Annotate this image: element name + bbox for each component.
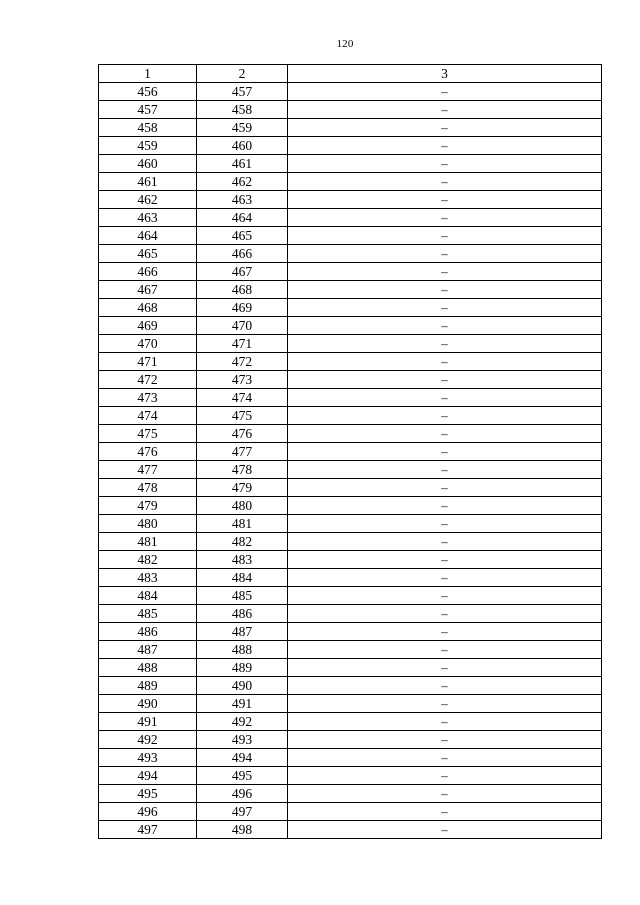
table-cell-col-3: – bbox=[288, 245, 602, 263]
table-cell-col-3: – bbox=[288, 713, 602, 731]
table-row bbox=[99, 767, 602, 785]
table-cell-col-2: 478 bbox=[197, 461, 288, 479]
table-cell-col-3: – bbox=[288, 677, 602, 695]
table-row bbox=[99, 299, 602, 317]
table-cell-col-1: 467 bbox=[99, 281, 197, 299]
table-cell-col-3: – bbox=[288, 749, 602, 767]
table-cell-col-3: – bbox=[288, 551, 602, 569]
table-cell-col-1: 457 bbox=[99, 101, 197, 119]
table-cell-col-3: – bbox=[288, 821, 602, 839]
table-row bbox=[99, 533, 602, 551]
table-cell-col-1: 481 bbox=[99, 533, 197, 551]
table-cell-col-1: 460 bbox=[99, 155, 197, 173]
table-cell-col-2: 481 bbox=[197, 515, 288, 533]
table-cell-col-1: 479 bbox=[99, 497, 197, 515]
table-row bbox=[99, 209, 602, 227]
table-row bbox=[99, 227, 602, 245]
table-cell-col-3: – bbox=[288, 263, 602, 281]
table-cell-col-3: – bbox=[288, 515, 602, 533]
table-cell-col-1: 459 bbox=[99, 137, 197, 155]
table-cell-col-3: – bbox=[288, 695, 602, 713]
table-row bbox=[99, 749, 602, 767]
table-row bbox=[99, 497, 602, 515]
table-row bbox=[99, 479, 602, 497]
table-cell-col-3: – bbox=[288, 569, 602, 587]
table-cell-col-1: 480 bbox=[99, 515, 197, 533]
table-cell-col-2: 476 bbox=[197, 425, 288, 443]
table-cell-col-1: 470 bbox=[99, 335, 197, 353]
table-cell-col-3: – bbox=[288, 281, 602, 299]
table-cell-col-1: 486 bbox=[99, 623, 197, 641]
table-cell-col-3: – bbox=[288, 191, 602, 209]
table-cell-col-2: 496 bbox=[197, 785, 288, 803]
table-cell-col-3: – bbox=[288, 83, 602, 101]
table-row bbox=[99, 587, 602, 605]
table-cell-col-1: 478 bbox=[99, 479, 197, 497]
table-cell-col-3: – bbox=[288, 767, 602, 785]
table-cell-col-3: – bbox=[288, 299, 602, 317]
table-row bbox=[99, 515, 602, 533]
table-cell-col-1: 495 bbox=[99, 785, 197, 803]
table-cell-col-2: 483 bbox=[197, 551, 288, 569]
table-body bbox=[99, 83, 602, 839]
table-cell-col-3: – bbox=[288, 803, 602, 821]
table-row bbox=[99, 191, 602, 209]
table-cell-col-2: 494 bbox=[197, 749, 288, 767]
table-cell-col-2: 488 bbox=[197, 641, 288, 659]
table-cell-col-1: 472 bbox=[99, 371, 197, 389]
table-cell-col-3: – bbox=[288, 353, 602, 371]
table-cell-col-2: 467 bbox=[197, 263, 288, 281]
table-cell-col-3: – bbox=[288, 317, 602, 335]
table-cell-col-3: – bbox=[288, 101, 602, 119]
table-cell-col-2: 495 bbox=[197, 767, 288, 785]
table-row bbox=[99, 569, 602, 587]
table-row bbox=[99, 677, 602, 695]
table-cell-col-3: – bbox=[288, 209, 602, 227]
data-table bbox=[98, 64, 602, 839]
table-row bbox=[99, 83, 602, 101]
table-row bbox=[99, 263, 602, 281]
table-cell-col-2: 491 bbox=[197, 695, 288, 713]
table-cell-col-3: – bbox=[288, 119, 602, 137]
table-cell-col-2: 471 bbox=[197, 335, 288, 353]
table-row bbox=[99, 281, 602, 299]
table-cell-col-2: 474 bbox=[197, 389, 288, 407]
table-row bbox=[99, 785, 602, 803]
table-cell-col-1: 458 bbox=[99, 119, 197, 137]
table-cell-col-1: 493 bbox=[99, 749, 197, 767]
table-cell-col-2: 472 bbox=[197, 353, 288, 371]
table-cell-col-1: 489 bbox=[99, 677, 197, 695]
table-cell-col-1: 463 bbox=[99, 209, 197, 227]
table-cell-col-2: 460 bbox=[197, 137, 288, 155]
table-cell-col-3: – bbox=[288, 155, 602, 173]
table-cell-col-2: 470 bbox=[197, 317, 288, 335]
table-cell-col-2: 463 bbox=[197, 191, 288, 209]
table-cell-col-2: 497 bbox=[197, 803, 288, 821]
table-cell-col-2: 484 bbox=[197, 569, 288, 587]
table-cell-col-2: 475 bbox=[197, 407, 288, 425]
table-cell-col-1: 485 bbox=[99, 605, 197, 623]
table-cell-col-2: 465 bbox=[197, 227, 288, 245]
table-cell-col-3: – bbox=[288, 227, 602, 245]
table-row bbox=[99, 461, 602, 479]
table-cell-col-1: 482 bbox=[99, 551, 197, 569]
table-row bbox=[99, 425, 602, 443]
table-cell-col-3: – bbox=[288, 641, 602, 659]
table-cell-col-1: 484 bbox=[99, 587, 197, 605]
table-cell-col-2: 485 bbox=[197, 587, 288, 605]
table-cell-col-2: 462 bbox=[197, 173, 288, 191]
table-cell-col-3: – bbox=[288, 443, 602, 461]
table-row bbox=[99, 713, 602, 731]
table-cell-col-2: 468 bbox=[197, 281, 288, 299]
table-cell-col-3: – bbox=[288, 389, 602, 407]
table-cell-col-1: 488 bbox=[99, 659, 197, 677]
table-cell-col-1: 473 bbox=[99, 389, 197, 407]
table-cell-col-2: 477 bbox=[197, 443, 288, 461]
table-cell-col-3: – bbox=[288, 137, 602, 155]
table-cell-col-1: 474 bbox=[99, 407, 197, 425]
table-cell-col-1: 497 bbox=[99, 821, 197, 839]
table-cell-col-2: 482 bbox=[197, 533, 288, 551]
table-cell-col-1: 461 bbox=[99, 173, 197, 191]
table-row bbox=[99, 137, 602, 155]
column-header-1: 1 bbox=[99, 65, 197, 83]
table-cell-col-2: 480 bbox=[197, 497, 288, 515]
table-cell-col-1: 464 bbox=[99, 227, 197, 245]
table-cell-col-1: 468 bbox=[99, 299, 197, 317]
table-cell-col-2: 464 bbox=[197, 209, 288, 227]
table-cell-col-1: 462 bbox=[99, 191, 197, 209]
table-row bbox=[99, 407, 602, 425]
table-row bbox=[99, 155, 602, 173]
table-cell-col-3: – bbox=[288, 533, 602, 551]
table-cell-col-3: – bbox=[288, 371, 602, 389]
table-cell-col-3: – bbox=[288, 461, 602, 479]
table-row bbox=[99, 443, 602, 461]
table-cell-col-2: 469 bbox=[197, 299, 288, 317]
table-cell-col-2: 492 bbox=[197, 713, 288, 731]
table-row bbox=[99, 623, 602, 641]
table-row bbox=[99, 821, 602, 839]
table-cell-col-2: 461 bbox=[197, 155, 288, 173]
table-cell-col-1: 491 bbox=[99, 713, 197, 731]
table-cell-col-1: 456 bbox=[99, 83, 197, 101]
table-row bbox=[99, 551, 602, 569]
table-cell-col-2: 486 bbox=[197, 605, 288, 623]
column-header-3: 3 bbox=[288, 65, 602, 83]
table-row bbox=[99, 317, 602, 335]
table-cell-col-1: 496 bbox=[99, 803, 197, 821]
table-cell-col-1: 475 bbox=[99, 425, 197, 443]
table-cell-col-3: – bbox=[288, 335, 602, 353]
table-row bbox=[99, 389, 602, 407]
table-cell-col-3: – bbox=[288, 731, 602, 749]
table-cell-col-3: – bbox=[288, 497, 602, 515]
table-cell-col-1: 465 bbox=[99, 245, 197, 263]
table-row bbox=[99, 119, 602, 137]
table-row bbox=[99, 605, 602, 623]
page-number: 120 bbox=[336, 38, 354, 50]
table-row bbox=[99, 335, 602, 353]
table-row bbox=[99, 353, 602, 371]
table-row bbox=[99, 803, 602, 821]
table-cell-col-1: 477 bbox=[99, 461, 197, 479]
column-header-2: 2 bbox=[197, 65, 288, 83]
table-cell-col-1: 490 bbox=[99, 695, 197, 713]
table-cell-col-3: – bbox=[288, 479, 602, 497]
table-cell-col-1: 492 bbox=[99, 731, 197, 749]
table-cell-col-2: 473 bbox=[197, 371, 288, 389]
table-cell-col-2: 489 bbox=[197, 659, 288, 677]
table-cell-col-3: – bbox=[288, 785, 602, 803]
table-cell-col-2: 466 bbox=[197, 245, 288, 263]
table-cell-col-2: 457 bbox=[197, 83, 288, 101]
table-cell-col-1: 466 bbox=[99, 263, 197, 281]
table-cell-col-2: 490 bbox=[197, 677, 288, 695]
table-row bbox=[99, 659, 602, 677]
table-cell-col-2: 493 bbox=[197, 731, 288, 749]
table-cell-col-3: – bbox=[288, 407, 602, 425]
table-cell-col-3: – bbox=[288, 623, 602, 641]
table-cell-col-2: 487 bbox=[197, 623, 288, 641]
table-cell-col-1: 483 bbox=[99, 569, 197, 587]
table-row bbox=[99, 731, 602, 749]
table-cell-col-3: – bbox=[288, 605, 602, 623]
table-row bbox=[99, 641, 602, 659]
table-cell-col-3: – bbox=[288, 425, 602, 443]
table-cell-col-3: – bbox=[288, 173, 602, 191]
table-cell-col-3: – bbox=[288, 587, 602, 605]
header-row bbox=[99, 65, 602, 83]
table-row bbox=[99, 371, 602, 389]
table-cell-col-1: 471 bbox=[99, 353, 197, 371]
table-row bbox=[99, 245, 602, 263]
table-cell-col-2: 479 bbox=[197, 479, 288, 497]
table-cell-col-1: 494 bbox=[99, 767, 197, 785]
table-cell-col-1: 487 bbox=[99, 641, 197, 659]
table-header bbox=[99, 65, 602, 83]
table-cell-col-2: 459 bbox=[197, 119, 288, 137]
table-cell-col-1: 476 bbox=[99, 443, 197, 461]
table-cell-col-2: 498 bbox=[197, 821, 288, 839]
table-row bbox=[99, 695, 602, 713]
table-cell-col-2: 458 bbox=[197, 101, 288, 119]
table-cell-col-1: 469 bbox=[99, 317, 197, 335]
table-row bbox=[99, 101, 602, 119]
table-cell-col-3: – bbox=[288, 659, 602, 677]
table-row bbox=[99, 173, 602, 191]
